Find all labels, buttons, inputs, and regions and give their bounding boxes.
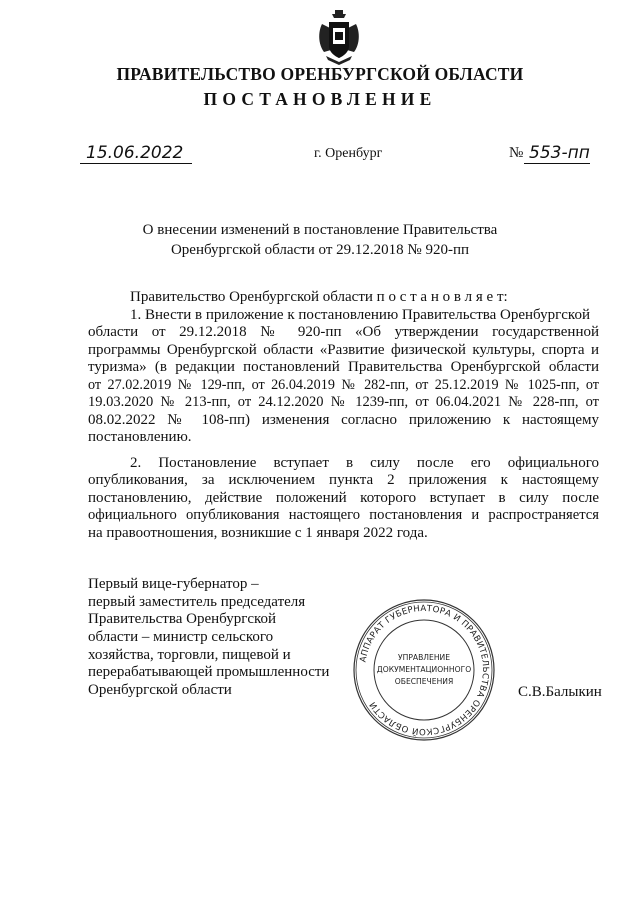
signer-position-line: перерабатывающей промышленности	[88, 664, 330, 680]
signer-position-line: Первый вице-губернатор –	[88, 576, 259, 592]
signer-position-line: Оренбургской области	[88, 682, 232, 698]
stamp-ring-text: АППАРАТ ГУБЕРНАТОРА И ПРАВИТЕЛЬСТВА ОРЕНБУРГСКОЙ ОБЛАСТИ	[358, 603, 491, 737]
date-underline	[80, 163, 192, 164]
body-preamble: Правительство Оренбургской области п о с т а н о в л я е т:	[130, 289, 508, 305]
body-line: 1. Внести в приложение к постановлению Правительства Оренбургской	[130, 307, 590, 323]
organization-title: ПРАВИТЕЛЬСТВО ОРЕНБУРГСКОЙ ОБЛАСТИ	[116, 64, 524, 84]
body-line: 08.02.2022 № 108-пп) изменения согласно приложению к настоящему	[88, 412, 599, 428]
body-line: туризма» (в редакции постановлений Правительства Оренбургской области	[88, 359, 599, 375]
coat-of-arms-emblem	[316, 10, 362, 66]
stamp-center-line: ДОКУМЕНТАЦИОННОГО	[376, 665, 472, 674]
body-line: области от 29.12.2018 № 920-пп «Об утверждении государственной	[88, 324, 599, 340]
body-line: официального опубликования настоящего постановления и распространяется	[88, 507, 599, 523]
document-date: 15.06.2022	[86, 143, 184, 163]
signer-position-line: области – министр сельского	[88, 629, 274, 645]
subject-line-1: О внесении изменений в постановление Правительства	[142, 222, 498, 238]
signer-position-line: Правительства Оренбургской	[88, 611, 277, 627]
document-type-title: ПОСТАНОВЛЕНИЕ	[203, 89, 437, 109]
number-underline	[524, 163, 590, 164]
stamp-center-line: ОБЕСПЕЧЕНИЯ	[394, 677, 454, 686]
subject-line-2: Оренбургской области от 29.12.2018 № 920-пп	[170, 242, 470, 258]
official-stamp	[352, 598, 496, 742]
body-line: 19.03.2020 № 213-пп, от 24.12.2020 № 1239-пп, от 06.04.2021 № 228-пп, от	[88, 394, 599, 410]
body-line: на правоотношения, возникшие с 1 января 2022 года.	[88, 525, 428, 541]
document-number: 553-пп	[529, 143, 590, 163]
stamp-center-line: УПРАВЛЕНИЕ	[397, 653, 451, 662]
number-label: №	[509, 145, 524, 161]
body-line: постановлению, действие положений которого вступает в силу после	[88, 490, 599, 506]
signer-position-line: хозяйства, торговли, пищевой и	[88, 647, 291, 663]
body-line: от 27.02.2019 № 129-пп, от 26.04.2019 № 282-пп, от 25.12.2019 № 1025-пп, от	[88, 377, 599, 393]
body-line: программы Оренбургской области «Развитие физической культуры, спорта и	[88, 342, 599, 358]
body-line: опубликования, за исключением пункта 2 приложения к настоящему	[88, 472, 599, 488]
document-city: г. Оренбург	[314, 146, 383, 161]
body-line: постановлению.	[88, 429, 192, 445]
signer-position-line: первый заместитель председателя	[88, 594, 306, 610]
signer-name: С.В.Балыкин	[518, 684, 602, 700]
body-line: 2. Постановление вступает в силу после его официального	[130, 455, 599, 471]
